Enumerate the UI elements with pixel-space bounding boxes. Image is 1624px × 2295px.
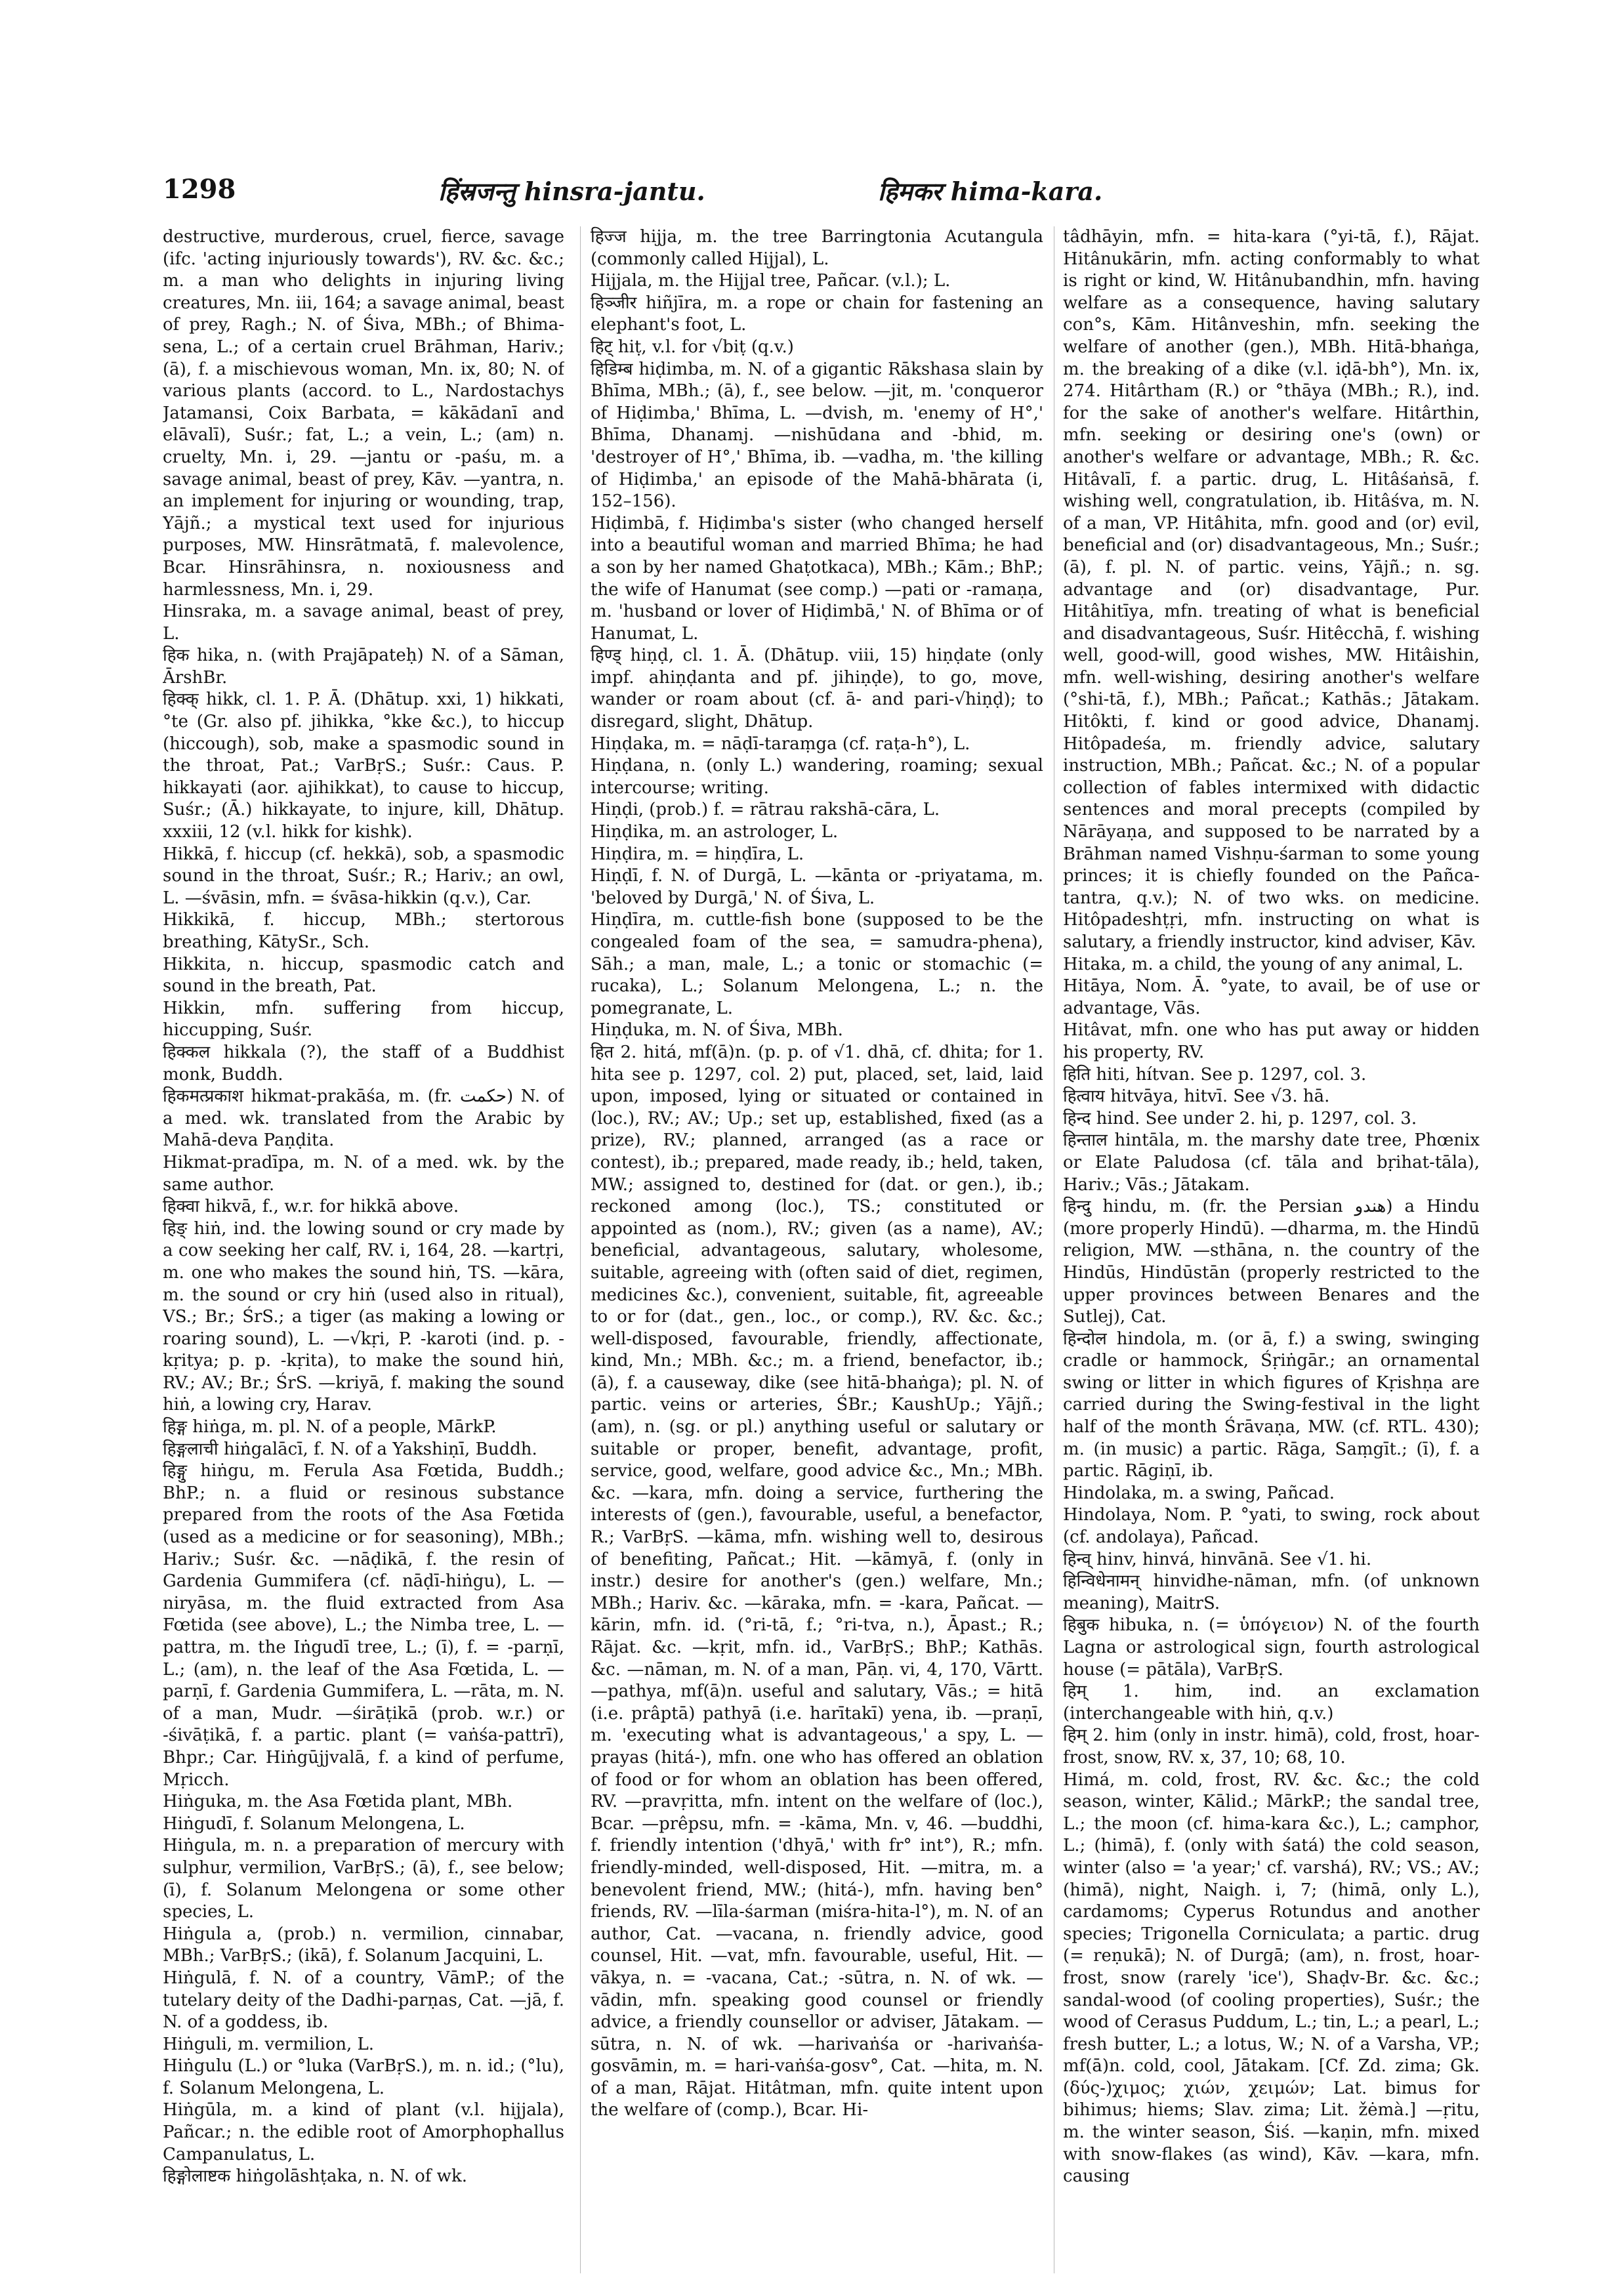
- left-running-headword: हिंस्रजन्तु hinsra-jantu.: [438, 176, 705, 206]
- dictionary-entry: हिङ् hiṅ, ind. the lowing sound or cry made by a cow seeking her calf, RV. i, 164, 28. —kartṛi, m. one who makes the sound hiṅ, TS. —kāra, m. the sound or cry hiṅ (used also in ritual), VS.; Br.; ŚrS.; a tiger (as making a lowing or roaring sound), L. —√kṛi, P. -karoti (ind. p. -kṛitya; p. p. -kṛita), to make the sound hiṅ, RV.; AV.; Br.; ŚrS. —kriyā, f. making the sound hiṅ, a lowing cry, Harav.: [163, 1218, 564, 1415]
- dictionary-entry: Hikkā, f. hiccup (cf. hekkā), sob, a spasmodic sound in the throat, Suśr.; R.; Hariv.; an owl, L. —śvāsin, mfn. = śvāsa-hikkin (q.v.), Car.: [163, 844, 564, 908]
- dictionary-entry: हिक्कल hikkala (?), the staff of a Buddhist monk, Buddh.: [163, 1042, 564, 1085]
- dictionary-entry: हिन्ताल hintāla, m. the marshy date tree, Phœnix or Elate Paludosa (cf. tāla and bṛihat-tāla), Hariv.; Vās.; Jātakam.: [1063, 1130, 1480, 1195]
- dictionary-entry: Hindolaka, m. a swing, Pañcad.: [1063, 1483, 1335, 1503]
- dictionary-entry: हिडिम्ब hiḍimba, m. N. of a gigantic Rākshasa slain by Bhīma, MBh.; (ā), f., see below. —jit, m. 'conqueror of Hiḍimba,' Bhīma, L. —dvish, m. 'enemy of H°,' Bhīma, Dhanamj. —nishūdana and -bhid, m. 'destroyer of H°,' Bhīma, ib. —vadha, m. 'the killing of Hiḍimba,' an episode of the Mahā-bhārata (i, 152–156).: [591, 359, 1043, 512]
- dictionary-entry: Hinsraka, m. a savage animal, beast of prey, L.: [163, 602, 564, 644]
- page-number: 1298: [163, 174, 236, 205]
- dictionary-entry: हित 2. hitá, mf(ā)n. (p. p. of √1. dhā, cf. dhita; for 1. hita see p. 1297, col. 2) put, placed, set, laid, laid upon, imposed, lying or situated or contained in (loc.), RV.; AV.; Up.; set up, established, fixed (as a prize), RV.; planned, arranged (as a race or contest), ib.; prepared, made ready, ib.; held, taken, MW.; assigned to, destined for (dat. or gen.), ib.; reckoned among (loc.), TS.; constituted or appointed as (nom.), RV.; given (as a name), AV.; beneficial, advantageous, salutary, wholesome, suitable, agreeing with (often said of diet, regimen, medicines &c.), convenient, suitable, fit, agreeable to or for (dat., gen., loc., or comp.), RV. &c. &c.; well-disposed, favourable, friendly, affectionate, kind, Mn.; MBh. &c.; m. a friend, benefactor, ib.; (ā), f. a causeway, dike (see hitā-bhaṅga); pl. N. of partic. veins or arteries, ŚBr.; KaushUp.; Yājñ.; (am), n. (sg. or pl.) anything useful or salutary or suitable or proper, benefit, advantage, profit, service, good, welfare, good advice &c., Mn.; MBh. &c. —kara, mfn. doing a service, furthering the interests of (gen.), favourable, useful, a benefactor, R.; VarBṛS. —kāma, mfn. wishing well to, desirous of benefiting, Pañcat.; Hit. —kāmyā, f. (only in instr.) desire for another's (gen.) welfare, Mn.; MBh.; Hariv. &c. —kāraka, mfn. = -kara, Pañcat. —kārin, mfn. id. (°ri-tā, f.; °ri-tva, n.), Āpast.; R.; Rājat. &c. —kṛit, mfn. id., VarBṛS.; BhP.; Kathās. &c. —nāman, m. N. of a man, Pāṇ. vi, 4, 170, Vārtt. —pathya, mf(ā)n. useful and salutary, Vās.; = hitā (i.e. prâptā) pathyā (i.e. harītakī) yena, ib. —praṇī, m. 'executing what is advantageous,' a spy, L. —prayas (hitá-), mfn. one who has offered an oblation of food or for whom an oblation has been offered, RV. —pravṛitta, mfn. intent on the welfare of (loc.), Bcar. —prêpsu, mfn. = -kāma, Mn. v, 46. —buddhi, f. friendly intention ('dhyā,' with fr° int°), R.; mfn. friendly-minded, well-disposed, Hit. —mitra, m. a benevolent friend, MW.; (hitá-), mfn. having ben° friends, RV. —līla-śarman (miśra-hita-l°), m. N. of an author, Cat. —vacana, n. friendly advice, good counsel, Hit. —vat, mfn. favourable, useful, Hit. —vākya, n. = -vacana, Cat.; -sūtra, n. N. of wk. —vādin, mfn. speaking good counsel or friendly advice, a friendly counsellor or adviser, Jātakam. —sūtra, n. N. of wk. —harivaṅśa or -harivaṅśa-gosvāmin, m. = hari-vaṅśa-gosv°, Cat. —hita, m. N. of a man, Rājat. Hitâtman, mfn. quite intent upon the welfare of (comp.), Bcar. Hi-: [591, 1042, 1043, 2120]
- dictionary-entry: Hiṅgula a, (prob.) n. vermilion, cinnabar, MBh.; VarBṛS.; (ikā), f. Solanum Jacquini, L.: [163, 1924, 564, 1966]
- dictionary-entry: Hiṇḍana, n. (only L.) wandering, roaming; sexual intercourse; writing.: [591, 756, 1043, 798]
- dictionary-entry: Hikkita, n. hiccup, spasmodic catch and sound in the breath, Pat.: [163, 954, 564, 997]
- dictionary-entry: Hiṇḍī, f. N. of Durgā, L. —kānta or -priyatama, m. 'beloved by Durgā,' N. of Śiva, L.: [591, 866, 1043, 908]
- dictionary-entry: हिक्वा hikvā, f., w.r. for hikkā above.: [163, 1197, 459, 1217]
- dictionary-entry: हिङ्गु hiṅgu, m. Ferula Asa Fœtida, Buddh.; BhP.; n. a fluid or resinous substance prepared from the roots of the Asa Fœtida (used as a medicine or for seasoning), MBh.; Hariv.; Suśr. &c. —nāḍikā, f. the resin of Gardenia Gummifera (cf. nāḍī-hiṅgu), L. —niryāsa, m. the fluid extracted from Asa Fœtida (see above), L.; the Nimba tree, L. —pattra, m. the Iṅgudī tree, L.; (ī), f. = -parṇī, L.; (am), n. the leaf of the Asa Fœtida, L. —parṇī, f. Gardenia Gummifera, L. —rāta, m. N. of a man, Mudr. —śirāṭikā (prob. w.r.) or -śivāṭikā, f. a partic. plant (= vaṅśa-pattrī), Bhpr.; Car. Hiṅgūjjvalā, f. a kind of perfume, Mṛicch.: [163, 1461, 564, 1790]
- dictionary-entry: Hiṅgulā, f. N. of a country, VāmP.; of the tutelary deity of the Dadhi-parṇas, Cat. —jā, f. N. of a goddess, ib.: [163, 1968, 564, 2033]
- dictionary-entry: हिन्दोल hindola, m. (or ā, f.) a swing, swinging cradle or hammock, Śṛiṅgār.; an ornamental swing or litter in which figures of Kṛishṇa are carried during the Swing-festival in the light half of the month Śrāvaṇa, MW. (cf. RTL. 430); m. (in music) a partic. Rāga, Saṃgīt.; (ī), f. a partic. Rāgiṇī, ib.: [1063, 1329, 1480, 1481]
- dictionary-entry: Hiṅguli, m. vermilion, L.: [163, 2034, 375, 2054]
- dictionary-entry: Hiṇḍuka, m. N. of Śiva, MBh.: [591, 1020, 843, 1041]
- dictionary-entry: हिकमत्प्रकाश hikmat-prakāśa, m. (fr. حكمت) N. of a med. wk. translated from the Arabic by Mahā-deva Paṇḍita.: [163, 1086, 564, 1151]
- text-column-right: [1063, 226, 1480, 2273]
- dictionary-entry: Hiṇḍi, (prob.) f. = rātrau rakshā-cāra, L.: [591, 800, 940, 820]
- text-column-middle: [591, 226, 1043, 2273]
- dictionary-entry: Hiṇḍika, m. an astrologer, L.: [591, 822, 839, 842]
- dictionary-entry: Hikkin, mfn. suffering from hiccup, hiccupping, Suśr.: [163, 998, 564, 1041]
- dictionary-entry: हिञ्जीर hiñjīra, m. a rope or chain for fastening an elephant's foot, L.: [591, 293, 1043, 335]
- dictionary-entry: Hikkikā, f. hiccup, MBh.; stertorous breathing, KātySr., Sch.: [163, 910, 564, 952]
- dictionary-entry: Hitaka, m. a child, the young of any animal, L.: [1063, 954, 1464, 974]
- dictionary-entry: tâdhāyin, mfn. = hita-kara (°yi-tā, f.), Rājat. Hitânukārin, mfn. acting conformably to what is right or kind, W. Hitânubandhin, mfn. having welfare as a consequence, having salutary con°s, Kām. Hitânveshin, mfn. seeking the welfare of another (gen.), MBh. Hitā-bhaṅga, m. the breaking of a dike (v.l. iḍā-bh°), Mn. ix, 274. Hitârtham (R.) or °thāya (MBh.; R.), ind. for the sake of another's welfare. Hitârthin, mfn. seeking or desiring one's (own) or another's welfare or advantage, MBh.; R. &c. Hitâvalī, f. a partic. drug, L. Hitâśaṅsā, f. wishing well, congratulation, ib. Hitâśva, m. N. of a man, VP. Hitâhita, mfn. good and (or) evil, beneficial and (or) disadvantageous, Mn.; Suśr.; (ā), f. pl. N. of partic. veins, Yājñ.; n. sg. advantage and (or) disadvantage, Pur. Hitâhitīya, mfn. treating of what is beneficial and disadvantageous, Suśr. Hitêcchā, f. wishing well, good-will, good wishes, MW. Hitâishin, mfn. well-wishing, desiring another's welfare (°shi-tā, f.), MBh.; Pañcat.; Kathās.; Jātakam. Hitôkti, f. kind or good advice, Dhanamj. Hitôpadeśa, m. friendly advice, salutary instruction, MBh.; Pañcat. &c.; N. of a popular collection of fables intermixed with didactic sentences and moral precepts (compiled by Nārāyaṇa, and supposed to be narrated by a Brāhman named Vishṇu-śarman to some young princes; it is chiefly founded on the Pañca-tantra, q.v.); N. of two wks. on medicine. Hitôpadeshṭṛi, mfn. instructing on what is salutary, a friendly instructor, kind adviser, Kāv.: [1063, 227, 1480, 952]
- dictionary-entry: Hiṇḍira, m. = hiṇḍīra, L.: [591, 844, 804, 864]
- dictionary-entry: हिङ्गोलाष्टक hiṅgolāshṭaka, n. N. of wk.: [163, 2166, 467, 2187]
- dictionary-entry: हिक्क् hikk, cl. 1. P. Ā. (Dhātup. xxi, 1) hikkati, °te (Gr. also pf. jihikka, °kke &c.), to hiccup (hiccough), sob, make a spasmodic sound in the throat, Pat.; VarBṛS.; Suśr.: Caus. P. hikkayati (aor. ajihikkat), to cause to hiccup, Suśr.; (Ā.) hikkayate, to injure, kill, Dhātup. xxxiii, 12 (v.l. hikk for kishk).: [163, 690, 564, 842]
- dictionary-entry: हिन्द hind. See under 2. hi, p. 1297, col. 3.: [1063, 1108, 1417, 1128]
- dictionary-entry: Hiḍimbā, f. Hiḍimba's sister (who changed herself into a beautiful woman and married Bhīma; he had a son by her named Ghaṭotkaca), MBh.; Kām.; BhP.; the wife of Hanumat (see comp.) —pati or -ramaṇa, m. 'husband or lover of Hiḍimbā,' N. of Bhīma or of Hanumat, L.: [591, 513, 1043, 644]
- page-header: [163, 174, 1475, 213]
- dictionary-entry: Hiṇḍīra, m. cuttle-fish bone (supposed to be the congealed foam of the sea, = samudra-phena), Sāh.; a man, male, L.; a tonic or stomachic (= rucaka), L.; Solanum Melongena, L.; n. the pomegranate, L.: [591, 910, 1043, 1018]
- dictionary-entry: Hitāya, Nom. Ā. °yate, to avail, be of use or advantage, Vās.: [1063, 976, 1480, 1018]
- dictionary-entry: हिट् hiṭ, v.l. for √biṭ (q.v.): [591, 337, 794, 357]
- dictionary-entry: destructive, murderous, cruel, fierce, savage (ifc. 'acting injuriously towards'), RV. &c. &c.; m. a man who delights in injuring living creatures, Mn. iii, 164; a savage animal, beast of prey, Ragh.; N. of Śiva, MBh.; of Bhima-sena, L.; of a certain cruel Brāhman, Hariv.; (ā), f. a mischievous woman, Mn. ix, 80; N. of various plants (accord. to L., Nardostachys Jatamansi, Coix Barbata, = kākādanī and elāvalī), Suśr.; fat, L.; a vein, L.; (am) n. cruelty, Mn. i, 29. —jantu or -paśu, m. a savage animal, beast of prey, Kāv. —yantra, n. an implement for injuring or wounding, trap, Yājñ.; a mystical text used for injurious purposes, MW. Hinsrātmatā, f. malevolence, Bcar. Hinsrāhinsra, n. noxiousness and harmlessness, Mn. i, 29.: [163, 227, 564, 600]
- dictionary-entry: Hiṅguka, m. the Asa Fœtida plant, MBh.: [163, 1792, 513, 1812]
- right-running-headword: हिमकर hima-kara.: [878, 176, 1103, 206]
- dictionary-entry: हिति hiti, hítvan. See p. 1297, col. 3.: [1063, 1064, 1367, 1085]
- dictionary-entry: हिम् 1. him, ind. an exclamation (interchangeable with hiṅ, q.v.): [1063, 1682, 1480, 1724]
- dictionary-entry: हिम् 2. him (only in instr. himā), cold, frost, hoar-frost, snow, RV. x, 37, 10; 68, 10.: [1063, 1726, 1480, 1768]
- dictionary-entry: Hiṅgūla, m. a kind of plant (v.l. hijjala), Pañcar.; n. the edible root of Amorphophallus Campanulatus, L.: [163, 2100, 564, 2164]
- dictionary-entry: हिण्ड् hiṇḍ, cl. 1. Ā. (Dhātup. viii, 15) hiṇḍate (only impf. ahiṇḍanta and pf. jihiṇḍe), to go, move, wander or roam about (cf. ā- and pari-√hiṇḍ); to disregard, slight, Dhātup.: [591, 646, 1043, 732]
- dictionary-entry: Hiṅgudī, f. Solanum Melongena, L.: [163, 1813, 465, 1834]
- dictionary-entry: Hikmat-pradīpa, m. N. of a med. wk. by the same author.: [163, 1152, 564, 1195]
- dictionary-entry: हिन्व् hinv, hinvá, hinvānā. See √1. hi.: [1063, 1549, 1372, 1569]
- dictionary-entry: हिबुक hibuka, n. (= ὑπόγειον) N. of the fourth Lagna or astrological sign, fourth astrological house (= pātāla), VarBṛS.: [1063, 1615, 1480, 1680]
- dictionary-entry: हित्वाय hitvāya, hitvī. See √3. hā.: [1063, 1086, 1330, 1107]
- dictionary-entry: Hiṇḍaka, m. = nāḍī-taraṃga (cf. raṭa-h°), L.: [591, 734, 970, 754]
- dictionary-entry: Hijjala, m. the Hijjal tree, Pañcar. (v.l.); L.: [591, 271, 951, 291]
- dictionary-entry: हिन्विधेनामन् hinvidhe-nāman, mfn. (of unknown meaning), MaitrS.: [1063, 1571, 1480, 1613]
- dictionary-entry: Hindolaya, Nom. P. °yati, to swing, rock about (cf. andolaya), Pañcad.: [1063, 1505, 1480, 1548]
- column-divider: [580, 226, 581, 2273]
- dictionary-entry: हिक hika, n. (with Prajāpateḥ) N. of a Sāman, ĀrshBr.: [163, 646, 564, 688]
- dictionary-entry: Hiṅgula, m. n. a preparation of mercury with sulphur, vermilion, VarBṛS.; (ā), f., see below; (ī), f. Solanum Melongena or some other species, L.: [163, 1836, 564, 1922]
- dictionary-entry: हिज्ज hijja, m. the tree Barringtonia Acutangula (commonly called Hijjal), L.: [591, 227, 1043, 269]
- dictionary-entry: हिन्दु hindu, m. (fr. the Persian هندو) a Hindu (more properly Hindū). —dharma, m. the Hindū religion, MW. —sthāna, n. the country of the Hindūs, Hindūstān (properly restricted to the upper provinces between Benares and the Sutlej), Cat.: [1063, 1197, 1480, 1327]
- text-column-left: [163, 226, 564, 2273]
- dictionary-entry: Hitâvat, mfn. one who has put away or hidden his property, RV.: [1063, 1020, 1480, 1062]
- dictionary-entry: हिङ्ग hiṅga, m. pl. N. of a people, MārkP.: [163, 1417, 497, 1437]
- dictionary-entry: Hiṅgulu (L.) or °luka (VarBṛS.), m. n. id.; (°lu), f. Solanum Melongena, L.: [163, 2056, 564, 2098]
- dictionary-entry: Himá, m. cold, frost, RV. &c. &c.; the cold season, winter, Kālid.; MārkP.; the sandal tree, L.; the moon (cf. hima-kara &c.), L.; camphor, L.; (himā), f. (only with śatá) the cold season, winter (also = 'a year;' cf. varshá), RV.; VS.; AV.; (himā), night, Naigh. i, 7; (himā, only L.), cardamoms; Cyperus Rotundus and another species; Trigonella Corniculata; a partic. drug (= reṇukā); N. of Durgā; (am), n. frost, hoar-frost, snow (rarely 'ice'), Shaḍv-Br. &c. &c.; sandal-wood (of cooling properties), Suśr.; the wood of Cerasus Puddum, L.; tin, L.; a pearl, L.; fresh butter, L.; a lotus, W.; N. of a Varsha, VP.; mf(ā)n. cold, cool, Jātakam. [Cf. Zd. zima; Gk. (δύς-)χιμος; χιών, χειμών; Lat. bimus for bihimus; hiems; Slav. zima; Lit. žėmà.] —ṛitu, m. the winter season, Śiś. —kaṇin, mfn. mixed with snow-flakes (as wind), Kāv. —kara, mfn. causing: [1063, 1769, 1480, 2187]
- dictionary-entry: हिङ्गलाची hiṅgalācī, f. N. of a Yakshiṇī, Buddh.: [163, 1439, 537, 1459]
